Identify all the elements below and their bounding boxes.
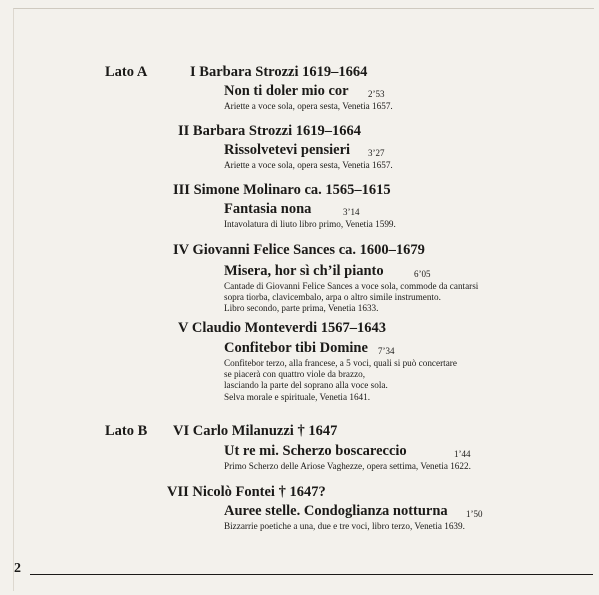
track-source: Confitebor terzo, alla francese, a 5 voci, quali si può concertare se piacerà con quattro viole da brazzo, lasciando la parte del soprano alla voce sola. Selva morale e spirituale, Venetia 1641. (224, 358, 457, 402)
track-number: III (173, 182, 190, 198)
track-composer (178, 320, 386, 337)
track-title: Auree stelle. Condoglianza notturna (224, 503, 448, 519)
track-number: VII (167, 484, 189, 500)
side-label-b: Lato B (105, 423, 148, 439)
track-duration: 7’34 (378, 346, 395, 356)
track-duration: 1’44 (454, 449, 471, 459)
track-composer (173, 182, 391, 199)
track-title: Ut re mi. Scherzo boscareccio (224, 443, 407, 459)
track-number: VI (173, 423, 190, 439)
track-composer (190, 64, 367, 81)
track-source: Cantade di Giovanni Felice Sances a voce sola, commode da cantarsi sopra tiorba, clavicembalo, arpa o altro simile instrumento. Libro secondo, parte prima, Venetia 1633. (224, 281, 479, 314)
track-title: Rissolvetevi pensieri (224, 142, 351, 158)
track-source: Ariette a voce sola, opera sesta, Venetia 1657. (224, 160, 393, 170)
track-number: I (190, 64, 196, 80)
page-number: 2 (14, 561, 21, 576)
composer-name: Giovanni Felice Sances ca. 1600–1679 (192, 242, 425, 258)
side-label-a: Lato A (105, 64, 148, 80)
track-source: Primo Scherzo delle Ariose Vaghezze, opera settima, Venetia 1622. (224, 461, 471, 471)
track-duration: 2’53 (368, 89, 385, 99)
track-composer (167, 484, 326, 501)
composer-name: Carlo Milanuzzi † 1647 (192, 423, 338, 439)
track-duration: 3’27 (368, 148, 385, 158)
track-title: Confitebor tibi Domine (224, 340, 368, 356)
composer-name: Simone Molinaro ca. 1565–1615 (193, 182, 391, 198)
track-composer (173, 242, 425, 259)
track-source: Ariette a voce sola, opera sesta, Venetia 1657. (224, 101, 393, 111)
composer-name: Barbara Strozzi 1619–1664 (199, 64, 368, 80)
composer-name: Nicolò Fontei † 1647? (192, 484, 326, 500)
track-title: Misera, hor sì ch’il pianto (224, 263, 384, 279)
track-duration: 1’50 (466, 509, 483, 519)
track-source: Intavolatura di liuto libro primo, Venetia 1599. (224, 219, 396, 229)
footer-rule (30, 574, 593, 575)
track-number: II (178, 123, 190, 139)
track-duration: 6’05 (414, 269, 431, 279)
track-source: Bizzarrie poetiche a una, due e tre voci, libro terzo, Venetia 1639. (224, 521, 465, 531)
track-composer (173, 423, 337, 440)
composer-name: Barbara Strozzi 1619–1664 (192, 123, 361, 139)
track-number: IV (173, 242, 189, 258)
track-title: Fantasia nona (224, 201, 312, 217)
composer-name: Claudio Monteverdi 1567–1643 (191, 320, 386, 336)
track-number: V (178, 320, 189, 336)
track-title: Non ti doler mio cor (224, 83, 349, 99)
track-duration: 3’14 (343, 207, 360, 217)
track-composer (178, 123, 361, 140)
